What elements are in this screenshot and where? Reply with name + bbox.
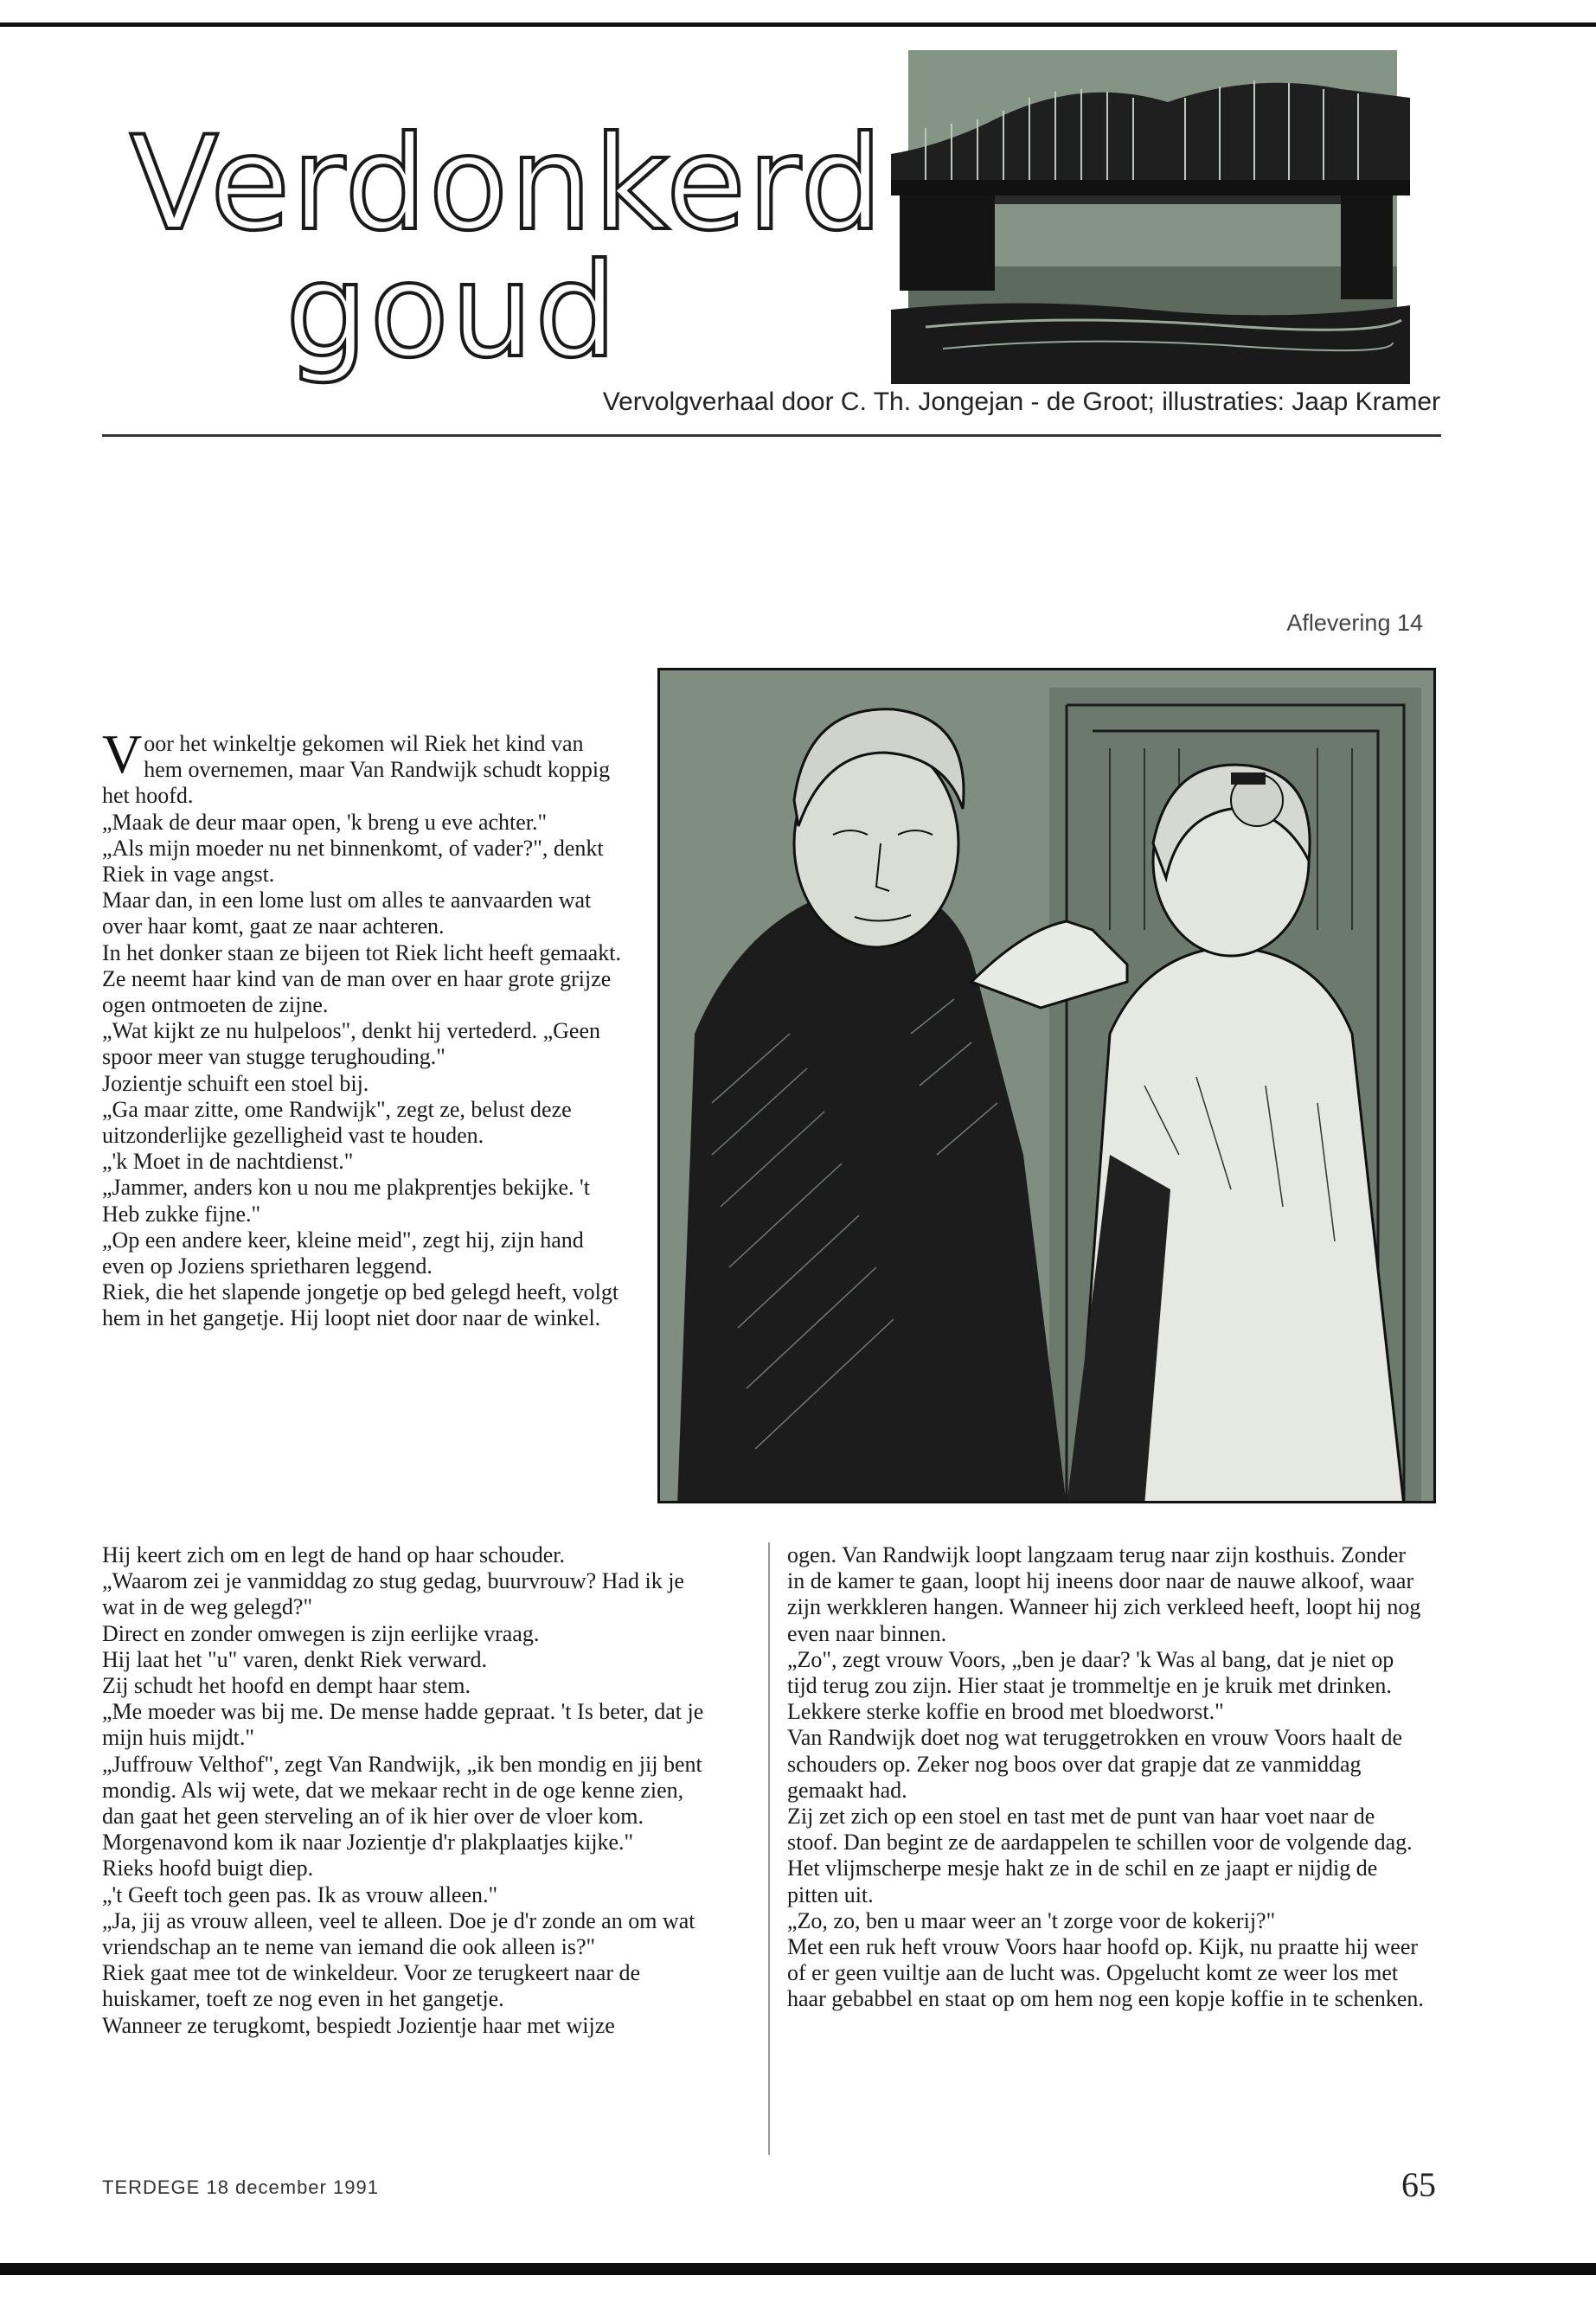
episode-label: Aflevering 14 — [1286, 610, 1423, 636]
paragraph: Hij laat het "u" varen, denkt Riek verward. — [102, 1646, 488, 1672]
paragraph: „Ga maar zitte, ome Randwijk", zegt ze, belust deze uitzonderlijke gezelligheid vast te houden. — [102, 1096, 572, 1149]
opening-text: oor het winkeltje gekomen wil Riek het kind van hem overnemen, maar Van Randwijk schudt koppig het hoofd. — [102, 731, 611, 809]
bottom-bar — [0, 2263, 1596, 2275]
paragraph: „Wat kijkt ze nu hulpeloos", denkt hij vertederd. „Geen spoor meer van stugge terughouding." — [102, 1018, 600, 1070]
publication-footer: TERDEGE 18 december 1991 — [102, 2176, 379, 2198]
article-column-c — [787, 1542, 1427, 2013]
paragraph: In het donker staan ze bijeen tot Riek licht heeft gemaakt. Ze neemt haar kind van de man over en haar grote grijze ogen ontmoeten de zijne. — [102, 939, 621, 1018]
paragraph: Riek, die het slapende jongetje op bed gelegd heeft, volgt hem in het gangetje. Hij loopt niet door naar de winkel. — [102, 1279, 619, 1331]
paragraph: Wanneer ze terugkomt, bespiedt Jozientje haar met wijze — [102, 2012, 615, 2038]
paragraph: Zij schudt het hoofd en dempt haar stem. — [102, 1673, 471, 1699]
paragraph: „Jammer, anders kon u nou me plakprentjes bekijke. 't Heb zukke fijne." — [102, 1175, 590, 1227]
paragraph: Rieks hoofd buigt diep. — [102, 1856, 314, 1881]
paragraph: „Zo", zegt vrouw Voors, „ben je daar? 'k Was al bang, dat je niet op tijd terug zou zijn. Hier staat je trommeltje en je kruik met drinken. Lekkere sterke koffie en brood met bloedworst." — [787, 1646, 1394, 1725]
paragraph: „Waarom zei je vanmiddag zo stug gedag, buurvrouw? Had ik je wat in de weg gelegd?" — [102, 1568, 684, 1620]
paragraph: „Maak de deur maar open, 'k breng u eve achter." — [102, 809, 548, 835]
paragraph: „'k Moet in de nachtdienst." — [102, 1149, 354, 1175]
paragraph: „Ja, jij as vrouw alleen, veel te alleen. Doe je d'r zonde an om wat vriendschap an te neme van iemand die ook alleen is?" — [102, 1907, 695, 1960]
byline: Vervolgverhaal door C. Th. Jongejan - de Groot; illustraties: Jaap Kramer — [602, 388, 1440, 416]
article-column-b — [102, 1542, 718, 2039]
paragraph: „Juffrouw Velthof", zegt Van Randwijk, „ik ben mondig en jij bent mondig. Als wij wete, dat we mekaar recht in de oge kenne zien, dan gaat het geen sterveling an of ik hier over de vloer kom. Morgenavond kom ik naar Jozientje d'r plakplaatjes kijke." — [102, 1751, 702, 1856]
title-line-1: Verdonkerd — [130, 109, 885, 260]
paragraph: Met een ruk heft vrouw Voors haar hoofd op. Kijk, nu praatte hij weer of er geen vuiltje aan de lucht was. Opgelucht komt ze weer los met haar gebabbel en staat op om hem nog een kopje koffie in te schenken. — [787, 1934, 1424, 2012]
paragraph: Jozientje schuift een stoel bij. — [102, 1070, 369, 1096]
paragraph: „Op een andere keer, kleine meid", zegt hij, zijn hand even op Joziens sprietharen leggend. — [102, 1227, 584, 1279]
column-divider — [768, 1542, 770, 2155]
paragraph: Direct en zonder omwegen is zijn eerlijke vraag. — [102, 1620, 540, 1646]
paragraph: Hij keert zich om en legt de hand op haar schouder. — [102, 1542, 565, 1567]
paragraph: „Me moeder was bij me. De mense hadde gepraat. 't Is beter, dat je mijn huis mijdt." — [102, 1699, 704, 1751]
paragraph: ogen. Van Randwijk loopt langzaam terug naar zijn kosthuis. Zonder in de kamer te gaan, loopt hij ineens door naar de nauwe alkoof, waar zijn werkkleren hangen. Wanneer hij zich verkleed heeft, loopt hij nog even naar binnen. — [787, 1542, 1421, 1646]
paragraph: Zij zet zich op een stoel en tast met de punt van haar voet naar de stoof. Dan begint ze de aardappelen te schillen voor de volgende dag. Het vlijmscherpe mesje hakt ze in de schil en ze jaapt er nijdig de pitten uit. — [787, 1804, 1413, 1907]
article-column-a — [102, 723, 621, 1332]
paragraph: Riek gaat mee tot de winkeldeur. Voor ze terugkeert naar de huiskamer, toeft ze nog even in het gangetje. — [102, 1960, 641, 2012]
paragraph: „Als mijn moeder nu net binnenkomt, of vader?", denkt Riek in vage angst. — [102, 835, 604, 888]
paragraph: „Zo, zo, ben u maar weer an 't zorge voor de kokerij?" — [787, 1907, 1276, 1933]
story-illustration — [657, 668, 1436, 1503]
header-rule — [102, 434, 1441, 437]
top-rule — [0, 22, 1596, 27]
article-opening-paragraph — [102, 723, 621, 810]
paragraph: Van Randwijk doet nog wat teruggetrokken en vrouw Voors haalt de schouders op. Zeker nog boos over dat grapje dat ze vanmiddag gemaakt had. — [787, 1725, 1403, 1803]
title-line-2: goud — [285, 236, 619, 387]
bridge-illustration — [891, 50, 1410, 384]
page-number: 65 — [1401, 2165, 1436, 2204]
drop-cap: V — [102, 723, 143, 785]
paragraph: Maar dan, in een lome lust om alles te aanvaarden wat over haar komt, gaat ze naar achteren. — [102, 888, 592, 939]
paragraph: „'t Geeft toch geen pas. Ik as vrouw alleen." — [102, 1881, 498, 1907]
